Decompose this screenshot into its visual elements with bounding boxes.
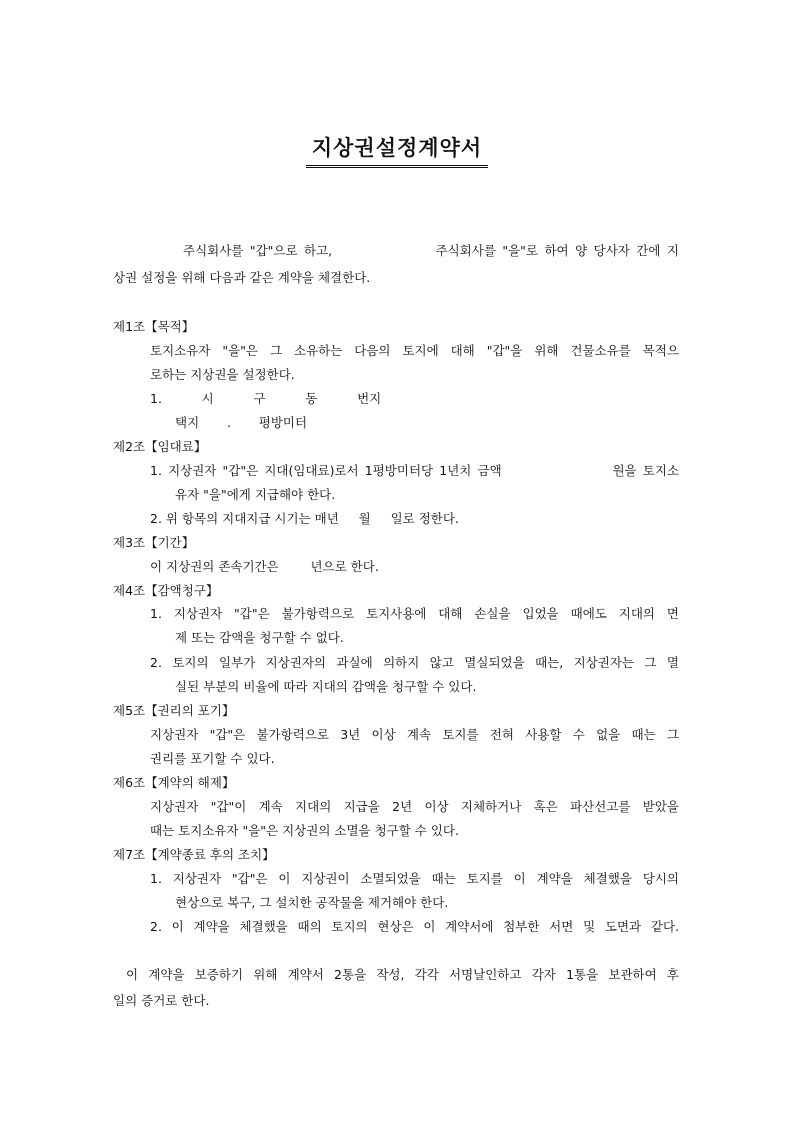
document-title: 지상권설정계약서 xyxy=(306,132,488,168)
intro-line-2: 상권 설정을 위해 다음과 같은 계약을 체결한다. xyxy=(113,270,371,285)
article-6-line-2: 때는 토지소유자 "을"은 지상권의 소멸을 청구할 수 있다. xyxy=(150,823,459,838)
article-4-line-4: 실된 부분의 비율에 따라 지대의 감액을 청구할 수 있다. xyxy=(175,679,477,694)
article-5-line-1: 지상권자 "갑"은 불가항력으로 3년 이상 계속 토지를 전혀 사용할 수 없을 때는 그 xyxy=(150,727,679,742)
article-1-line-4: 택지 . 평방미터 xyxy=(175,415,308,430)
article-7-line-3: 2. 이 계약을 체결했을 때의 토지의 현상은 이 계약서에 첨부한 서면 및 도면과 같다. xyxy=(150,919,679,934)
intro-line-1: 주식회사를 "갑"으로 하고, 주식회사를 "을"로 하여 양 당사자 간에 지 xyxy=(183,243,679,258)
article-7-line-2: 현상으로 복구, 그 설치한 공작물을 제거해야 한다. xyxy=(175,895,449,910)
article-2-line-1: 1. 지상권자 "갑"은 지대(임대료)로서 1평방미터당 1년치 금액 원을 토지소 xyxy=(150,463,679,478)
closing-line-1: 이 계약을 보증하기 위해 계약서 2통을 작성, 각각 서명날인하고 각자 1통을 보관하여 후 xyxy=(126,967,679,982)
article-1-line-1: 토지소유자 "을"은 그 소유하는 다음의 토지에 대해 "갑"을 위해 건물소유를 목적으 xyxy=(150,343,679,358)
title-block xyxy=(0,132,794,168)
article-3-heading: 제3조【기간】 xyxy=(113,535,195,550)
article-1-heading: 제1조【목적】 xyxy=(113,319,195,334)
article-6-line-1: 지상권자 "갑"이 계속 지대의 지급을 2년 이상 지체하거나 혹은 파산선고를 받았을 xyxy=(150,799,679,814)
article-5-line-2: 권리를 포기할 수 있다. xyxy=(150,751,275,766)
article-2-line-3: 2. 위 항목의 지대지급 시기는 매년 월 일로 정한다. xyxy=(150,511,459,526)
article-5-heading: 제5조【권리의 포기】 xyxy=(113,703,235,718)
article-2-heading: 제2조【임대료】 xyxy=(113,439,207,454)
closing-line-2: 일의 증거로 한다. xyxy=(113,993,210,1008)
article-3-line-1: 이 지상권의 존속기간은 년으로 한다. xyxy=(150,559,379,574)
article-4-line-3: 2. 토지의 일부가 지상권자의 과실에 의하지 않고 멸실되었을 때는, 지상권자는 그 멸 xyxy=(150,655,679,670)
article-4-line-1: 1. 지상권자 "갑"은 불가항력으로 토지사용에 대해 손실을 입었을 때에도 지대의 면 xyxy=(150,606,679,621)
article-7-heading: 제7조【계약종료 후의 조치】 xyxy=(113,847,275,862)
article-7-line-1: 1. 지상권자 "갑"은 이 지상권이 소멸되었을 때는 토지를 이 계약을 체결했을 당시의 xyxy=(150,871,679,886)
article-1-line-2: 로하는 지상권을 설정한다. xyxy=(150,367,295,382)
article-4-line-2: 제 또는 감액을 청구할 수 없다. xyxy=(175,630,344,645)
article-6-heading: 제6조【계약의 해제】 xyxy=(113,775,235,790)
article-2-line-2: 유자 "을"에게 지급해야 한다. xyxy=(175,487,336,502)
article-1-line-3: 1. 시 구 동 번지 xyxy=(150,391,382,406)
article-4-heading: 제4조【감액청구】 xyxy=(113,583,219,598)
